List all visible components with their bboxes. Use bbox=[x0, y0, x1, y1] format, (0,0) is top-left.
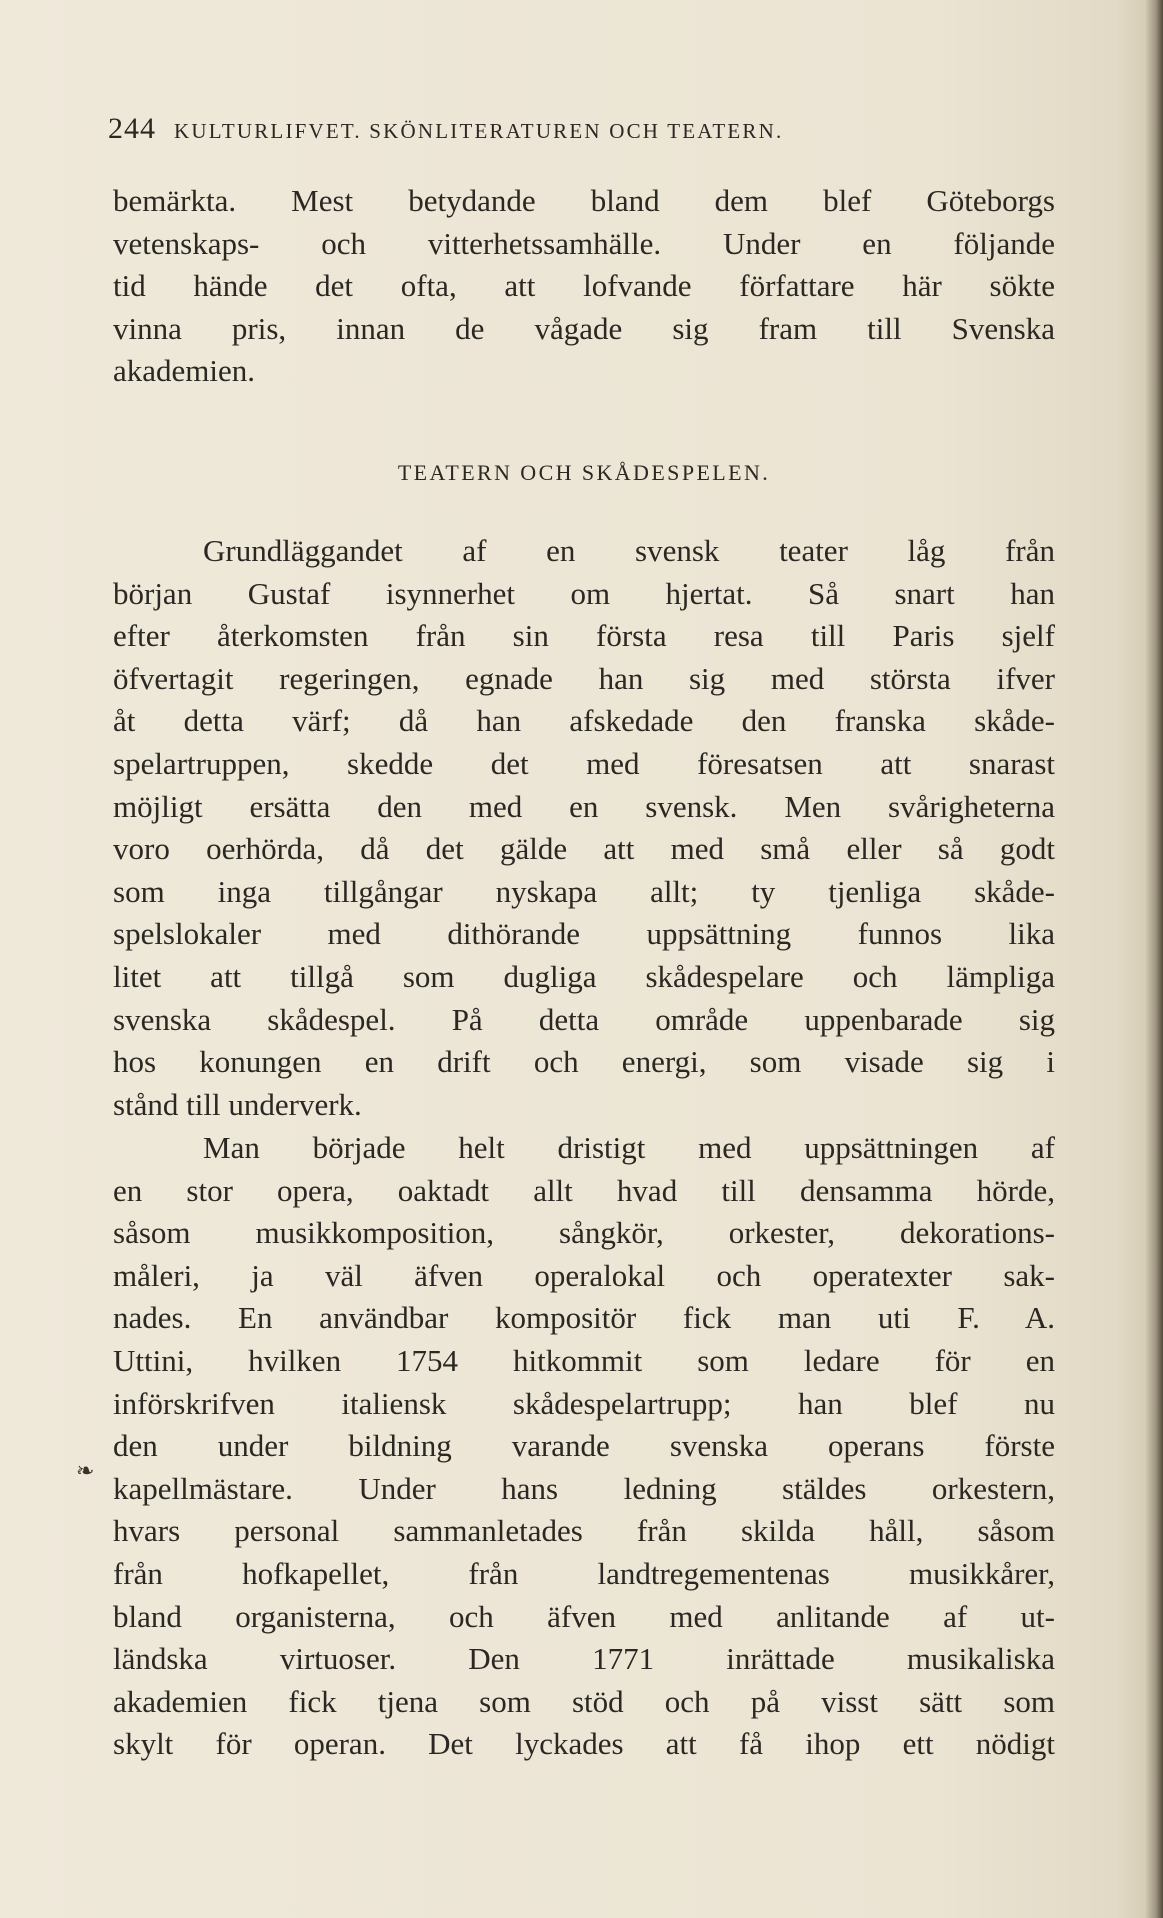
text-line: bland organisterna, och äfven med anlitande af ut- bbox=[113, 1598, 1055, 1634]
text-line: hos konungen en drift och energi, som visade sig i bbox=[113, 1044, 1055, 1080]
section-heading: TEATERN OCH SKÅDESPELEN. bbox=[397, 460, 771, 485]
text-line: skylt för operan. Det lyckades att få ihop ett nödigt bbox=[113, 1726, 1055, 1762]
text-line: svenska skådespel. På detta område uppenbarade sig bbox=[113, 1001, 1055, 1037]
text-line: som inga tillgångar nyskapa allt; ty tjenliga skåde- bbox=[113, 873, 1055, 909]
text-line: såsom musikkomposition, sångkör, orkester, dekorations- bbox=[113, 1215, 1055, 1251]
text-line: måleri, ja väl äfven operalokal och operatexter sak- bbox=[113, 1257, 1055, 1293]
text-line: Uttini, hvilken 1754 hitkommit som ledare för en bbox=[113, 1342, 1055, 1378]
text-line: efter återkomsten från sin första resa till Paris sjelf bbox=[113, 618, 1055, 654]
text-line: möjligt ersätta den med en svensk. Men svårigheterna bbox=[113, 788, 1055, 824]
text-line: ländska virtuoser. Den 1771 inrättade musikaliska bbox=[113, 1641, 1055, 1677]
paragraph-opera bbox=[113, 1127, 1055, 1766]
text-line: spelslokaler med dithörande uppsättning funnos lika bbox=[113, 916, 1055, 952]
text-line: kapellmästare. Under hans ledning stäldes orkestern, bbox=[113, 1470, 1055, 1506]
paragraph-teater-grundlaggande bbox=[113, 530, 1055, 1126]
text-line: från hofkapellet, från landtregementenas musikkårer, bbox=[113, 1555, 1055, 1591]
text-line: spelartruppen, skedde det med föresatsen att snarast bbox=[113, 745, 1055, 781]
text-line: hvars personal sammanletades från skilda håll, såsom bbox=[113, 1513, 1055, 1549]
text-line: åt detta värf; då han afskedade den franska skåde- bbox=[113, 703, 1055, 739]
text-line: vinna pris, innan de vågade sig fram till Svenska bbox=[113, 310, 1055, 346]
text-line: Man började helt dristigt med uppsättningen af bbox=[203, 1130, 1055, 1165]
text-line: bemärkta. Mest betydande bland dem blef Göteborgs bbox=[113, 183, 1055, 218]
text-line: öfvertagit regeringen, egnade han sig med största ifver bbox=[113, 660, 1055, 696]
margin-ornament-icon: ❧ bbox=[76, 1458, 95, 1483]
page-number: 244 bbox=[108, 112, 156, 145]
text-line: den under bildning varande svenska operans förste bbox=[113, 1428, 1055, 1464]
running-head bbox=[108, 112, 1058, 156]
running-title: KULTURLIFVET. SKÖNLITERATUREN OCH TEATERN. bbox=[174, 119, 784, 143]
text-line: en stor opera, oaktadt allt hvad till densamma hörde, bbox=[113, 1172, 1055, 1208]
text-line: införskrifven italiensk skådespelartrupp; han blef nu bbox=[113, 1385, 1055, 1421]
page-edge-shadow bbox=[1145, 0, 1163, 1918]
continued-paragraph bbox=[113, 180, 1055, 393]
text-line: Grundläggandet af en svensk teater låg från bbox=[203, 533, 1055, 568]
text-line: början Gustaf isynnerhet om hjertat. Så snart han bbox=[113, 575, 1055, 611]
text-line: nades. En användbar kompositör fick man uti F. A. bbox=[113, 1300, 1055, 1336]
text-line: tid hände det ofta, att lofvande författare här sökte bbox=[113, 268, 1055, 304]
text-line: akademien fick tjena som stöd och på visst sätt som bbox=[113, 1683, 1055, 1719]
text-line: vetenskaps- och vitterhetssamhälle. Under en följande bbox=[113, 225, 1055, 261]
text-line: voro oerhörda, då det gälde att med små eller så godt bbox=[113, 831, 1055, 867]
text-line: akademien. bbox=[113, 353, 256, 389]
text-line: litet att tillgå som dugliga skådespelare och lämpliga bbox=[113, 958, 1055, 994]
text-line: stånd till underverk. bbox=[113, 1086, 362, 1122]
